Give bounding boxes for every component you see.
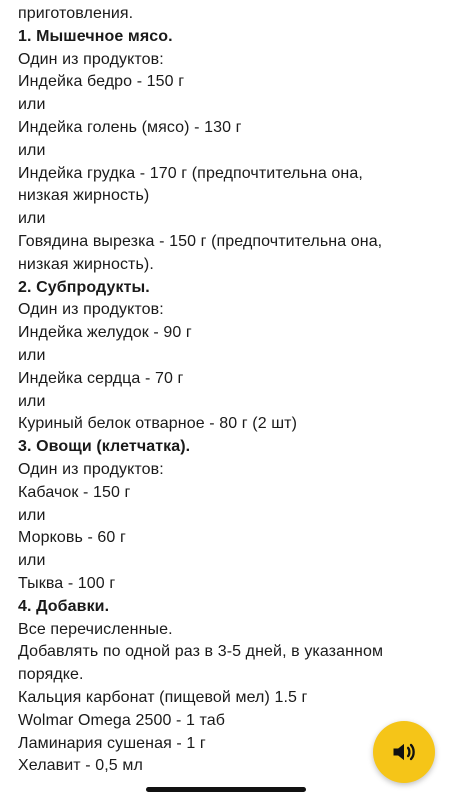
text-line: Кальция карбонат (пищевой мел) 1.5 г bbox=[18, 688, 308, 706]
text-line: или bbox=[18, 552, 46, 570]
text-line: или bbox=[18, 506, 46, 524]
text-line: Индейка бедро - 150 г bbox=[18, 73, 185, 91]
text-line: или bbox=[18, 392, 46, 410]
text-line: Все перечисленные. bbox=[18, 620, 173, 638]
speaker-icon bbox=[390, 738, 418, 766]
text-line: Морковь - 60 г bbox=[18, 529, 126, 547]
text-line: Один из продуктов: bbox=[18, 301, 164, 319]
text-line: Индейка голень (мясо) - 130 г bbox=[18, 118, 242, 136]
text-line: Один из продуктов: bbox=[18, 50, 164, 68]
text-line: Ламинария сушеная - 1 г bbox=[18, 734, 206, 752]
section-heading: 3. Овощи (клетчатка). bbox=[18, 438, 191, 456]
section-heading: 2. Субпродукты. bbox=[18, 278, 150, 296]
section-heading: 4. Добавки. bbox=[18, 597, 110, 615]
text-line: Индейка грудка - 170 г (предпочтительна она, bbox=[18, 164, 363, 182]
text-line: Кабачок - 150 г bbox=[18, 483, 131, 501]
text-line: или bbox=[18, 346, 46, 364]
text-line: Индейка сердца - 70 г bbox=[18, 369, 184, 387]
text-line: или bbox=[18, 96, 46, 114]
text-line: Куриный белок отварное - 80 г (2 шт) bbox=[18, 415, 298, 433]
listen-button[interactable] bbox=[373, 721, 435, 783]
text-line: порядке. bbox=[18, 666, 84, 684]
article-text bbox=[18, 3, 438, 778]
home-indicator[interactable] bbox=[146, 787, 306, 792]
text-line: Один из продуктов: bbox=[18, 460, 164, 478]
text-line: Говядина вырезка - 150 г (предпочтительна она, bbox=[18, 232, 383, 250]
text-line: низкая жирность) bbox=[18, 187, 150, 205]
text-line: низкая жирность). bbox=[18, 255, 154, 273]
text-line: Хелавит - 0,5 мл bbox=[18, 757, 143, 775]
text-line: Индейка желудок - 90 г bbox=[18, 324, 192, 342]
text-line: Добавлять по одной раз в 3-5 дней, в указанном bbox=[18, 643, 384, 661]
text-line: Wolmar Omega 2500 - 1 таб bbox=[18, 711, 226, 729]
text-line: или bbox=[18, 210, 46, 228]
text-line: приготовления. bbox=[18, 5, 134, 22]
text-line: или bbox=[18, 141, 46, 159]
text-line: Тыква - 100 г bbox=[18, 574, 116, 592]
section-heading: 1. Мышечное мясо. bbox=[18, 27, 173, 45]
